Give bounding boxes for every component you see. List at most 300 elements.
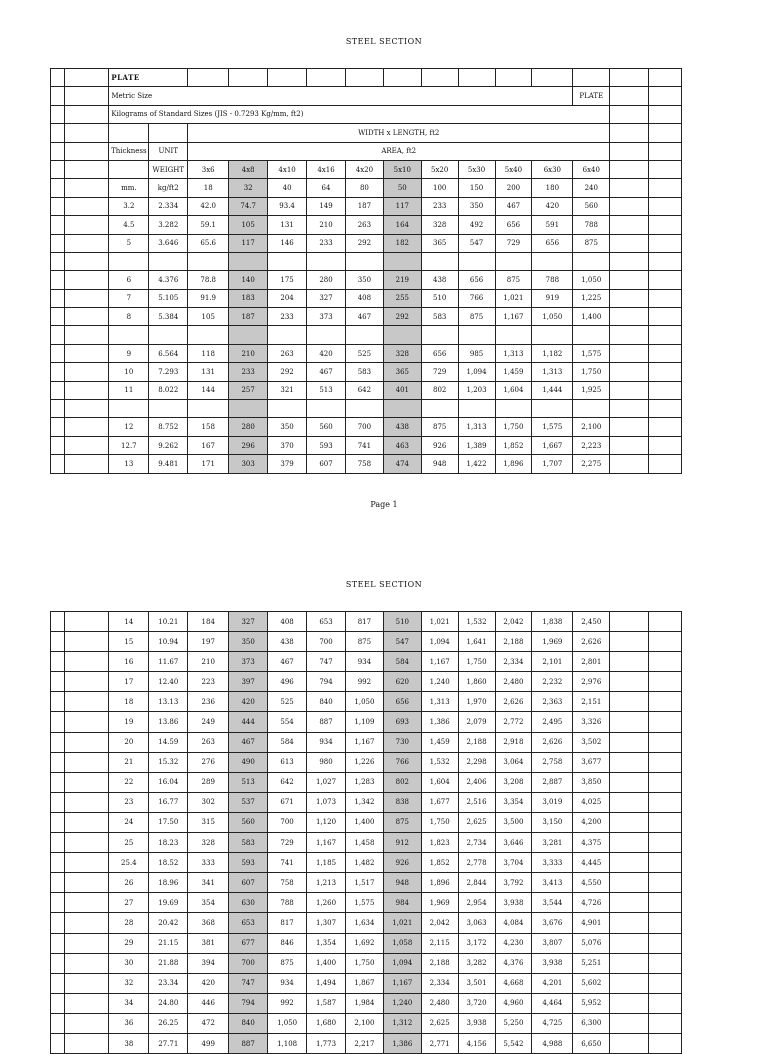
value-cell: 365 — [421, 234, 458, 252]
empty-cell — [573, 326, 610, 344]
weight-cell: 21.15 — [149, 933, 188, 953]
empty-cell — [188, 69, 229, 87]
margin-cell — [649, 953, 682, 973]
margin-cell — [65, 87, 109, 105]
margin-cell — [649, 363, 682, 381]
value-cell: 613 — [268, 752, 307, 772]
value-cell: 4,960 — [495, 993, 532, 1013]
value-cell: 642 — [268, 772, 307, 792]
margin-cell — [51, 252, 65, 270]
empty-cell — [109, 326, 149, 344]
value-cell: 700 — [345, 418, 383, 436]
value-cell: 2,406 — [458, 772, 495, 792]
empty-cell — [229, 326, 268, 344]
value-cell: 350 — [345, 271, 383, 289]
empty-cell — [307, 252, 346, 270]
weight-cell: 2.334 — [149, 197, 188, 215]
value-cell: 42.0 — [188, 197, 229, 215]
value-cell: 3,413 — [532, 873, 573, 893]
table-row — [51, 363, 682, 381]
area-value: 64 — [307, 179, 346, 197]
margin-cell — [649, 752, 682, 772]
value-cell: 78.8 — [188, 271, 229, 289]
margin-cell — [51, 792, 65, 812]
value-cell: 3,676 — [532, 913, 573, 933]
empty-cell — [383, 69, 421, 87]
value-cell: 4,988 — [532, 1033, 573, 1053]
value-cell: 840 — [307, 692, 346, 712]
value-cell: 1,400 — [307, 953, 346, 973]
margin-cell — [649, 973, 682, 993]
value-cell: 105 — [188, 308, 229, 326]
value-cell: 1,342 — [345, 792, 383, 812]
size-header: 5x30 — [458, 160, 495, 178]
value-cell: 292 — [268, 363, 307, 381]
margin-cell — [610, 933, 649, 953]
thickness-cell: 23 — [109, 792, 149, 812]
value-cell: 948 — [383, 873, 421, 893]
margin-cell — [649, 873, 682, 893]
thickness-cell: 26 — [109, 873, 149, 893]
value-cell: 184 — [188, 612, 229, 632]
value-cell: 5,952 — [573, 993, 610, 1013]
margin-cell — [649, 252, 682, 270]
value-cell: 3,500 — [495, 812, 532, 832]
value-cell: 158 — [188, 418, 229, 436]
value-cell: 292 — [345, 234, 383, 252]
margin-cell — [610, 612, 649, 632]
value-cell: 3,282 — [458, 953, 495, 973]
empty-cell — [421, 326, 458, 344]
value-cell: 1,587 — [307, 993, 346, 1013]
value-cell: 93.4 — [268, 197, 307, 215]
margin-cell — [649, 418, 682, 436]
value-cell: 747 — [307, 652, 346, 672]
size-header: 6x40 — [573, 160, 610, 178]
value-cell: 1,167 — [307, 833, 346, 853]
value-cell: 3,354 — [495, 792, 532, 812]
value-cell: 560 — [307, 418, 346, 436]
value-cell: 1,677 — [421, 792, 458, 812]
margin-cell — [65, 289, 109, 307]
margin-cell — [51, 455, 65, 473]
value-cell: 117 — [229, 234, 268, 252]
margin-cell — [65, 672, 109, 692]
value-cell: 140 — [229, 271, 268, 289]
value-cell: 321 — [268, 381, 307, 399]
margin-cell — [649, 792, 682, 812]
margin-cell — [65, 772, 109, 792]
margin-cell — [51, 732, 65, 752]
value-cell: 182 — [383, 234, 421, 252]
value-cell: 934 — [268, 973, 307, 993]
margin-cell — [610, 418, 649, 436]
margin-cell — [51, 87, 65, 105]
table-row — [51, 712, 682, 732]
margin-cell — [51, 712, 65, 732]
thickness-cell: 18 — [109, 692, 149, 712]
value-cell: 1,459 — [421, 732, 458, 752]
weight-cell: 20.42 — [149, 913, 188, 933]
empty-cell — [345, 69, 383, 87]
value-cell: 653 — [307, 612, 346, 632]
value-cell: 1,027 — [307, 772, 346, 792]
value-cell: 496 — [268, 672, 307, 692]
margin-cell — [610, 124, 649, 142]
value-cell: 131 — [188, 363, 229, 381]
value-cell: 1,750 — [573, 363, 610, 381]
empty-cell — [188, 252, 229, 270]
value-cell: 1,313 — [458, 418, 495, 436]
value-cell: 817 — [268, 913, 307, 933]
margin-cell — [65, 953, 109, 973]
margin-cell — [610, 692, 649, 712]
empty-cell — [573, 400, 610, 418]
value-cell: 700 — [229, 953, 268, 973]
empty-cell — [188, 400, 229, 418]
margin-cell — [51, 234, 65, 252]
margin-cell — [65, 197, 109, 215]
thickness-cell: 38 — [109, 1033, 149, 1053]
value-cell: 656 — [458, 271, 495, 289]
value-cell: 5,602 — [573, 973, 610, 993]
margin-cell — [65, 993, 109, 1013]
margin-cell — [51, 381, 65, 399]
margin-cell — [51, 632, 65, 652]
value-cell: 1,312 — [383, 1013, 421, 1033]
margin-cell — [610, 1013, 649, 1033]
margin-cell — [610, 400, 649, 418]
margin-cell — [610, 812, 649, 832]
empty-cell — [458, 252, 495, 270]
value-cell: 2,363 — [532, 692, 573, 712]
margin-cell — [610, 953, 649, 973]
margin-cell — [65, 732, 109, 752]
table-row — [51, 455, 682, 473]
margin-cell — [51, 160, 65, 178]
value-cell: 1,094 — [458, 363, 495, 381]
weight-cell: 4.376 — [149, 271, 188, 289]
weight-cell: 8.752 — [149, 418, 188, 436]
value-cell: 1,389 — [458, 436, 495, 454]
weight-cell: 5.384 — [149, 308, 188, 326]
margin-cell — [65, 973, 109, 993]
area-value: 40 — [268, 179, 307, 197]
margin-cell — [649, 197, 682, 215]
margin-cell — [65, 893, 109, 913]
margin-cell — [51, 344, 65, 362]
table-row — [51, 632, 682, 652]
value-cell: 1,182 — [532, 344, 573, 362]
value-cell: 926 — [383, 853, 421, 873]
value-cell: 233 — [229, 363, 268, 381]
margin-cell — [610, 252, 649, 270]
margin-cell — [649, 933, 682, 953]
value-cell: 1,575 — [345, 893, 383, 913]
value-cell: 2,625 — [458, 812, 495, 832]
margin-cell — [649, 179, 682, 197]
margin-cell — [51, 308, 65, 326]
margin-cell — [610, 308, 649, 326]
weight-cell: 9.262 — [149, 436, 188, 454]
thickness-cell: 17 — [109, 672, 149, 692]
value-cell: 3,938 — [495, 893, 532, 913]
value-cell: 1,494 — [307, 973, 346, 993]
size-header: 3x6 — [188, 160, 229, 178]
thickness-cell: 34 — [109, 993, 149, 1013]
size-header: 4x20 — [345, 160, 383, 178]
value-cell: 1,750 — [495, 418, 532, 436]
empty-cell — [573, 252, 610, 270]
table-row — [51, 271, 682, 289]
value-cell: 474 — [383, 455, 421, 473]
value-cell: 365 — [383, 363, 421, 381]
value-cell: 1,680 — [307, 1013, 346, 1033]
margin-cell — [610, 363, 649, 381]
table-row — [51, 197, 682, 215]
table-row — [51, 252, 682, 270]
margin-cell — [65, 933, 109, 953]
margin-cell — [65, 455, 109, 473]
margin-cell — [65, 652, 109, 672]
margin-cell — [610, 732, 649, 752]
value-cell: 6,650 — [573, 1033, 610, 1053]
value-cell: 593 — [307, 436, 346, 454]
plate-title: PLATE — [109, 69, 188, 87]
page-footer: Page 1 — [370, 500, 398, 509]
value-cell: 249 — [188, 712, 229, 732]
margin-cell — [649, 289, 682, 307]
margin-cell — [649, 455, 682, 473]
weight-cell: 19.69 — [149, 893, 188, 913]
margin-cell — [610, 142, 649, 160]
empty-cell — [532, 252, 573, 270]
margin-cell — [610, 436, 649, 454]
value-cell: 1,386 — [421, 712, 458, 732]
value-cell: 794 — [229, 993, 268, 1013]
weight-cell: 18.52 — [149, 853, 188, 873]
value-cell: 373 — [307, 308, 346, 326]
value-cell: 4,668 — [495, 973, 532, 993]
margin-cell — [51, 436, 65, 454]
value-cell: 472 — [188, 1013, 229, 1033]
value-cell: 144 — [188, 381, 229, 399]
value-cell: 175 — [268, 271, 307, 289]
value-cell: 4,376 — [495, 953, 532, 973]
value-cell: 2,115 — [421, 933, 458, 953]
value-cell: 817 — [345, 612, 383, 632]
margin-cell — [649, 436, 682, 454]
value-cell: 583 — [229, 833, 268, 853]
table-row — [51, 993, 682, 1013]
plate-table-page2 — [50, 611, 682, 1054]
value-cell: 525 — [268, 692, 307, 712]
value-cell: 5,542 — [495, 1033, 532, 1053]
margin-cell — [649, 381, 682, 399]
margin-cell — [649, 160, 682, 178]
value-cell: 2,188 — [495, 632, 532, 652]
margin-cell — [65, 252, 109, 270]
value-cell: 656 — [421, 344, 458, 362]
value-cell: 59.1 — [188, 216, 229, 234]
value-cell: 1,634 — [345, 913, 383, 933]
value-cell: 2,734 — [458, 833, 495, 853]
table-row — [51, 381, 682, 399]
value-cell: 2,232 — [532, 672, 573, 692]
margin-cell — [610, 893, 649, 913]
value-cell: 838 — [383, 792, 421, 812]
value-cell: 2,887 — [532, 772, 573, 792]
value-cell: 1,240 — [383, 993, 421, 1013]
weight-cell: 18.23 — [149, 833, 188, 853]
value-cell: 446 — [188, 993, 229, 1013]
value-cell: 2,151 — [573, 692, 610, 712]
value-cell: 3,938 — [458, 1013, 495, 1033]
area-label: AREA, ft2 — [188, 142, 610, 160]
value-cell: 303 — [229, 455, 268, 473]
kg-label: kg/ft2 — [149, 179, 188, 197]
margin-cell — [610, 326, 649, 344]
size-header: 6x30 — [532, 160, 573, 178]
value-cell: 656 — [532, 234, 573, 252]
value-cell: 74.7 — [229, 197, 268, 215]
value-cell: 875 — [421, 418, 458, 436]
value-cell: 584 — [268, 732, 307, 752]
value-cell: 2,625 — [421, 1013, 458, 1033]
table-row — [51, 344, 682, 362]
weight-cell: 16.77 — [149, 792, 188, 812]
value-cell: 4,445 — [573, 853, 610, 873]
value-cell: 1,482 — [345, 853, 383, 873]
value-cell: 219 — [383, 271, 421, 289]
value-cell: 296 — [229, 436, 268, 454]
value-cell: 887 — [229, 1033, 268, 1053]
value-cell: 204 — [268, 289, 307, 307]
value-cell: 1,860 — [458, 672, 495, 692]
value-cell: 1,313 — [495, 344, 532, 362]
value-cell: 926 — [421, 436, 458, 454]
value-cell: 105 — [229, 216, 268, 234]
empty-cell — [345, 252, 383, 270]
value-cell: 1,970 — [458, 692, 495, 712]
margin-cell — [65, 632, 109, 652]
value-cell: 408 — [345, 289, 383, 307]
margin-cell — [51, 853, 65, 873]
value-cell: 280 — [229, 418, 268, 436]
area-value: 240 — [573, 179, 610, 197]
margin-cell — [65, 344, 109, 362]
margin-cell — [610, 289, 649, 307]
width-length-label: WIDTH x LENGTH, ft2 — [188, 124, 610, 142]
thickness-cell: 21 — [109, 752, 149, 772]
value-cell: 276 — [188, 752, 229, 772]
value-cell: 1,459 — [495, 363, 532, 381]
margin-cell — [610, 772, 649, 792]
value-cell: 350 — [268, 418, 307, 436]
margin-cell — [65, 105, 109, 123]
value-cell: 788 — [573, 216, 610, 234]
value-cell: 370 — [268, 436, 307, 454]
value-cell: 525 — [345, 344, 383, 362]
value-cell: 3,544 — [532, 893, 573, 913]
empty-cell — [383, 400, 421, 418]
value-cell: 2,626 — [532, 732, 573, 752]
table-row — [51, 873, 682, 893]
value-cell: 992 — [345, 672, 383, 692]
value-cell: 875 — [383, 812, 421, 832]
empty-cell — [495, 252, 532, 270]
margin-cell — [610, 913, 649, 933]
value-cell: 1,167 — [421, 652, 458, 672]
value-cell: 1,852 — [421, 853, 458, 873]
margin-cell — [610, 69, 649, 87]
size-header: 4x16 — [307, 160, 346, 178]
value-cell: 2,334 — [495, 652, 532, 672]
margin-cell — [649, 812, 682, 832]
table-row — [51, 1013, 682, 1033]
margin-cell — [610, 160, 649, 178]
value-cell: 1,283 — [345, 772, 383, 792]
value-cell: 1,240 — [421, 672, 458, 692]
thickness-cell: 14 — [109, 612, 149, 632]
margin-cell — [610, 1033, 649, 1053]
value-cell: 2,954 — [458, 893, 495, 913]
value-cell: 354 — [188, 893, 229, 913]
value-cell: 560 — [573, 197, 610, 215]
value-cell: 4,156 — [458, 1033, 495, 1053]
value-cell: 1,532 — [421, 752, 458, 772]
margin-cell — [51, 363, 65, 381]
margin-cell — [65, 363, 109, 381]
value-cell: 875 — [345, 632, 383, 652]
value-cell: 2,772 — [495, 712, 532, 732]
value-cell: 263 — [188, 732, 229, 752]
weight-cell: 8.022 — [149, 381, 188, 399]
margin-cell — [649, 833, 682, 853]
value-cell: 210 — [188, 652, 229, 672]
margin-cell — [65, 612, 109, 632]
value-cell: 1,050 — [268, 1013, 307, 1033]
value-cell: 1,167 — [345, 732, 383, 752]
value-cell: 2,480 — [421, 993, 458, 1013]
value-cell: 1,313 — [532, 363, 573, 381]
value-cell: 2,844 — [458, 873, 495, 893]
value-cell: 919 — [532, 289, 573, 307]
table-row — [51, 400, 682, 418]
value-cell: 438 — [383, 418, 421, 436]
margin-cell — [65, 1013, 109, 1033]
table-row — [51, 612, 682, 632]
value-cell: 1,641 — [458, 632, 495, 652]
thickness-cell: 16 — [109, 652, 149, 672]
value-cell: 1,896 — [495, 455, 532, 473]
value-cell: 730 — [383, 732, 421, 752]
value-cell: 1,050 — [345, 692, 383, 712]
margin-cell — [51, 124, 65, 142]
value-cell: 328 — [383, 344, 421, 362]
table-row — [51, 105, 682, 123]
table-row — [51, 833, 682, 853]
value-cell: 2,334 — [421, 973, 458, 993]
table-row — [51, 913, 682, 933]
margin-cell — [610, 973, 649, 993]
area-value: 200 — [495, 179, 532, 197]
thickness-cell: 12.7 — [109, 436, 149, 454]
value-cell: 394 — [188, 953, 229, 973]
empty-cell — [383, 326, 421, 344]
area-value: 32 — [229, 179, 268, 197]
table-row — [51, 893, 682, 913]
